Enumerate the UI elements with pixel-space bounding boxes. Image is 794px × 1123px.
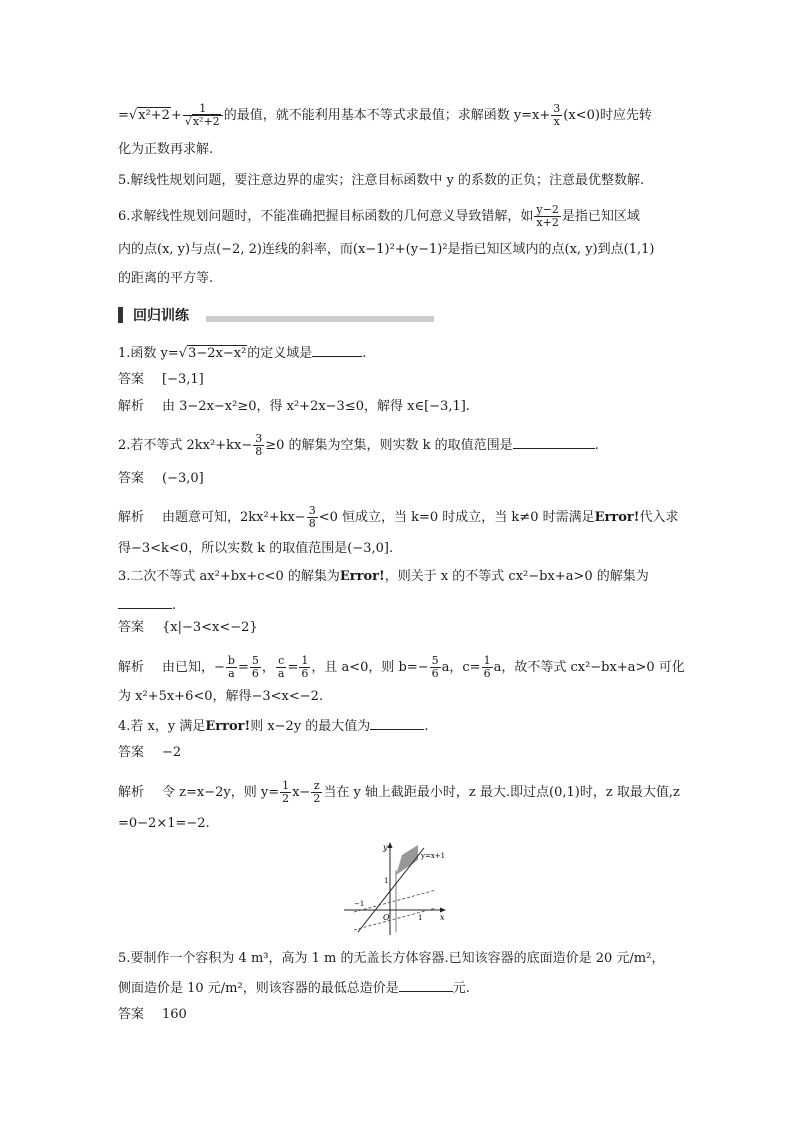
section-title: 回归训练 <box>133 308 189 324</box>
solution-3: 解析 由已知，− $\frac{b}{a}$ = $\frac{5}{6}$ ， $\frac{c}{a}$ = $\frac{1}{6}$ ，且 a<0，则 b=− $\frac{5}{6}$ a，c= $\frac{1}{6}$ a，故不等式 cx²−bx+a>0 可化 <box>118 654 685 680</box>
question-4: 4.若 x，y 满足Error!则 x−2y 的最大值为 . <box>118 716 428 736</box>
question-5-cont: 侧面造价是 10 元/m²，则该容器的最低总造价是 元. <box>118 978 470 998</box>
text-line: =√x²+2+ $\frac{1}{\text{√x²+2}}$ 的最值，就不能利用基本不等式求最值；求解函数 y=x+ $\frac{3}{x}$ (x<0)时应先转 <box>118 102 652 128</box>
text-line: 内的点(x, y)与点(−2, 2)连线的斜率，而(x−1)²+(y−1)²是指已知区域内的点(x, y)到点(1,1) <box>118 242 655 257</box>
line-y-eq-x-plus-1 <box>358 848 424 932</box>
question-5: 5.要制作一个容积为 4 m³，高为 1 m 的无盖长方体容器.已知该容器的底面造价是 20 元/m²， <box>118 951 665 966</box>
answer-2: 答案 (−3,0] <box>118 471 204 486</box>
question-3-cont: . <box>118 595 176 615</box>
y-arrow <box>388 842 393 848</box>
solution-2: 解析 由题意可知，2kx²+kx− $\frac{3}{8}$ <0 恒成立，当 k=0 时成立，当 k≠0 时需满足Error!代入求 <box>118 504 679 530</box>
text-line: 5.解线性规划问题，要注意边界的虚实；注意目标函数中 y 的系数的正负；注意最优整数解. <box>118 173 645 188</box>
text-line: 6.求解线性规划问题时，不能准确把握目标函数的几何意义导致错解，如 $\frac{y-2}{x+2}$ 是指已知区域 <box>118 203 640 229</box>
solution-2-cont: 得−3<k<0，所以实数 k 的取值范围是(−3,0]. <box>118 541 394 556</box>
question-3: 3.二次不等式 ax²+bx+c<0 的解集为Error!，则关于 x 的不等式 cx²−bx+a>0 的解集为 <box>118 569 649 584</box>
solution-4-cont: =0−2×1=−2. <box>118 816 210 831</box>
x-tick-1: 1 <box>418 914 423 922</box>
text-line: 的距离的平方等. <box>118 271 214 286</box>
question-2: 2.若不等式 2kx²+kx− $\frac{3}{8}$ ≥0 的解集为空集，则实数 k 的取值范围是 . <box>118 432 599 458</box>
solution-4: 解析 令 z=x−2y，则 y= $\frac{1}{2}$ x− $\frac{z}{2}$ 当在 y 轴上截距最小时，z 最大.即过点(0,1)时，z 取最大值,z <box>118 779 680 805</box>
answer-3: 答案 {x|−3<x<−2} <box>118 620 258 635</box>
section-rule <box>206 316 434 322</box>
line-label: y=x+1 <box>421 852 446 860</box>
answer-5: 答案 160 <box>118 1007 187 1022</box>
solution-3-cont: 为 x²+5x+6<0，解得−3<x<−2. <box>118 689 324 704</box>
answer-4: 答案 −2 <box>118 745 182 760</box>
objective-line-2 <box>354 908 436 930</box>
objective-line-1 <box>354 890 436 912</box>
section-bar <box>118 307 123 323</box>
x-arrow <box>440 908 446 913</box>
x-tick-neg1: −1 <box>354 900 365 908</box>
x-axis-label: x <box>440 913 445 922</box>
y-axis-label: y <box>383 843 388 852</box>
solution-1: 解析 由 3−2x−x²≥0，得 x²+2x−3≤0，解得 x∈[−3,1]. <box>118 399 470 414</box>
y-tick-1: 1 <box>384 877 389 885</box>
feasible-region-figure <box>336 840 456 940</box>
text-line: 化为正数再求解. <box>118 142 214 157</box>
question-1: 1.函数 y=√3−2x−x²的定义域是 . <box>118 343 366 363</box>
section-header <box>118 305 189 325</box>
origin-label: O <box>383 913 390 922</box>
answer-1: 答案 [−3,1] <box>118 372 204 387</box>
